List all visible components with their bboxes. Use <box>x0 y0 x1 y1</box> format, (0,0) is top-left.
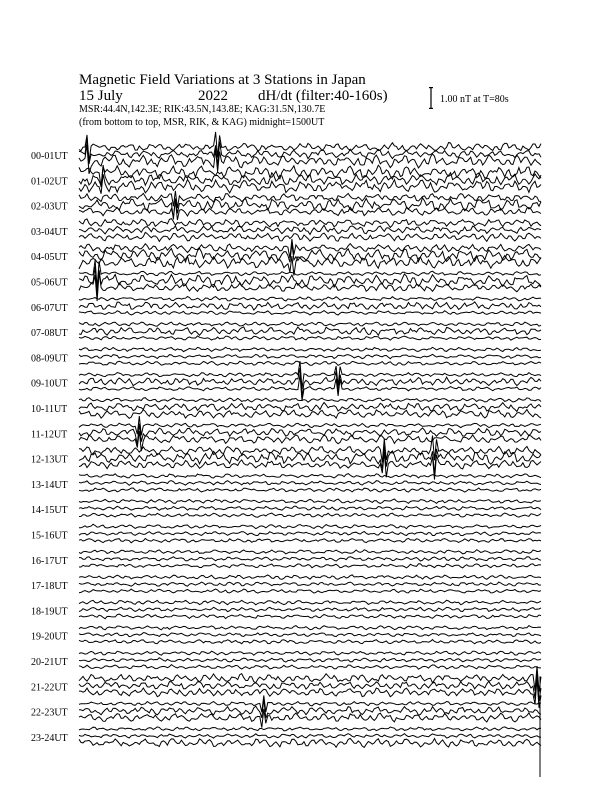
trace-msr <box>79 361 541 365</box>
trace-msr <box>79 538 541 542</box>
date-label: 15 July <box>79 88 123 104</box>
chart-title: Magnetic Field Variations at 3 Stations in Japan <box>79 72 366 88</box>
trace-kag <box>79 575 541 579</box>
year-label: 2022 <box>198 88 228 104</box>
trace-rik <box>79 734 541 739</box>
station-coordinates: MSR:44.4N,142.3E; RIK:43.5N,143.8E; KAG:31.5N,130.7E <box>79 104 326 115</box>
trace-rik <box>79 582 541 586</box>
trace-rik <box>79 557 541 561</box>
hour-label: 23-24UT <box>31 732 68 744</box>
trace-kag <box>79 398 541 403</box>
trace-msr <box>79 564 541 568</box>
trace-kag <box>79 297 541 302</box>
trace-kag <box>79 550 541 554</box>
trace-msr <box>79 513 541 517</box>
hour-label: 01-02UT <box>31 176 68 188</box>
trace-rik <box>79 607 541 611</box>
trace-rik <box>79 327 541 335</box>
trace-rik <box>79 267 541 295</box>
trace-msr <box>79 614 541 619</box>
hour-label: 05-06UT <box>31 277 68 289</box>
trace-rik <box>79 633 541 637</box>
trace-msr <box>79 738 541 747</box>
hour-label: 20-21UT <box>31 657 68 668</box>
trace-kag <box>79 666 541 691</box>
trace-kag <box>79 600 541 605</box>
hour-label: 03-04UT <box>31 226 68 238</box>
trace-kag <box>79 474 541 478</box>
trace-kag <box>79 436 541 463</box>
trace-rik <box>79 302 541 310</box>
hour-label: 15-16UT <box>31 530 68 542</box>
hour-label: 00-01UT <box>31 151 68 162</box>
trace-kag <box>79 132 541 162</box>
hour-label: 12-13UT <box>31 454 68 466</box>
trace-rik <box>79 506 541 510</box>
trace-msr <box>79 589 541 593</box>
trace-msr <box>79 665 541 670</box>
hour-label: 10-11UT <box>31 404 68 415</box>
hour-label: 11-12UT <box>31 429 68 441</box>
station-order-note: (from bottom to top, MSR, RIK, & KAG) midnight=1500UT <box>79 117 325 128</box>
hour-label: 06-07UT <box>31 302 68 314</box>
scale-label: 1.00 nT at T=80s <box>440 94 509 105</box>
trace-msr <box>79 174 541 194</box>
trace-rik <box>79 403 541 412</box>
hour-label: 18-19UT <box>31 606 68 618</box>
trace-msr <box>79 410 541 419</box>
hour-label: 17-18UT <box>31 581 68 593</box>
hour-label: 04-05UT <box>31 252 68 264</box>
trace-rik <box>79 368 541 397</box>
trace-kag <box>79 651 541 655</box>
trace-msr <box>79 640 541 644</box>
trace-msr <box>79 311 541 315</box>
hour-label: 08-09UT <box>31 353 68 365</box>
trace-kag <box>79 322 541 326</box>
hour-label: 22-23UT <box>31 707 68 719</box>
hour-label: 13-14UT <box>31 479 68 491</box>
trace-kag <box>79 165 541 187</box>
hour-label: 19-20UT <box>31 631 68 643</box>
trace-rik <box>79 658 541 662</box>
hour-label: 21-22UT <box>31 682 68 694</box>
trace-kag <box>79 219 541 228</box>
trace-msr <box>79 200 541 220</box>
hour-label: 16-17UT <box>31 555 68 567</box>
trace-rik <box>79 225 541 234</box>
trace-kag <box>79 626 541 630</box>
trace-kag <box>79 524 541 528</box>
hour-label: 02-03UT <box>31 201 68 213</box>
trace-kag <box>79 499 541 503</box>
trace-kag <box>79 727 541 731</box>
trace-kag <box>79 347 541 351</box>
trace-rik <box>79 532 541 536</box>
trace-rik <box>79 481 541 486</box>
hour-label: 09-10UT <box>31 378 68 390</box>
hour-label: 14-15UT <box>31 505 68 517</box>
mode-label: dH/dt (filter:40-160s) <box>258 88 388 104</box>
trace-rik <box>79 354 541 358</box>
hour-label: 07-08UT <box>31 328 68 340</box>
trace-msr <box>79 336 541 340</box>
trace-msr <box>79 488 541 492</box>
